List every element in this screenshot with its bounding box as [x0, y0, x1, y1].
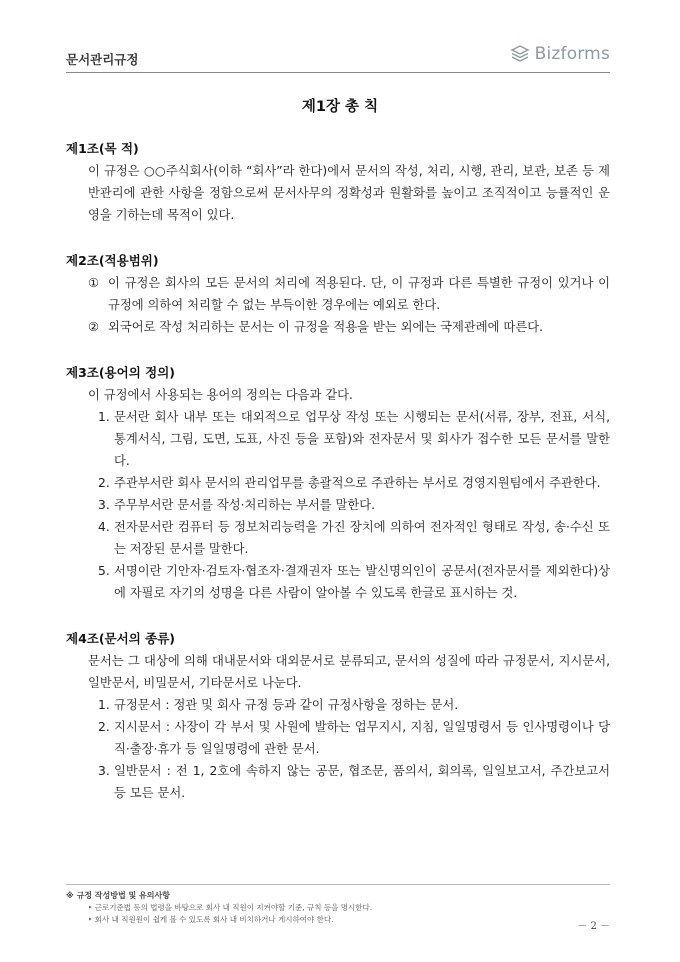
- article-title: 제4조(문서의 종류): [66, 631, 176, 646]
- list-marker: ②: [88, 320, 100, 334]
- footer-note-title: ※ 규정 작성방법 및 유의사항: [66, 891, 170, 900]
- article-title: 제3조(용어의 정의): [66, 365, 176, 380]
- list-item-text: 일반문서 : 전 1, 2호에 속하지 않는 공문, 협조문, 품의서, 회의록, 일일보고서, 주간보고서 등 모든 문서.: [114, 764, 610, 800]
- list-marker: 1.: [98, 698, 110, 712]
- list-item: [66, 694, 610, 716]
- footer-note: ‣ 근로기준법 등의 법령을 바탕으로 회사 내 직원이 지켜야할 기준, 규칙 등을 명시한다.: [88, 903, 373, 912]
- chapter-title: 제1장 총 칙: [301, 99, 379, 115]
- list-marker: 2.: [98, 476, 110, 490]
- list-marker: 1.: [98, 410, 110, 424]
- article-intro: 이 규정에서 사용되는 용어의 정의는 다음과 같다.: [88, 388, 353, 402]
- list-item: [66, 716, 610, 760]
- list-item: [66, 406, 610, 472]
- list-item-text: 외국어로 작성 처리하는 문서는 이 규정을 적용을 받는 외에는 국제관례에 따른다.: [108, 320, 543, 334]
- list-marker: 5.: [98, 564, 110, 578]
- list-marker: 3.: [98, 498, 110, 512]
- list-item: [66, 760, 610, 804]
- page-footer: [66, 884, 610, 926]
- list-item-text: 지시문서 : 사장이 각 부서 및 사원에 발하는 업무지시, 지침, 일일명령서 등 인사명령이나 당직·출장·휴가 등 일일명령에 관한 문서.: [114, 720, 610, 756]
- page-number: － 2 －: [577, 921, 610, 932]
- brand-name: Bizforms: [534, 44, 610, 64]
- list-marker: ①: [88, 276, 100, 290]
- document-body: [66, 138, 610, 804]
- article-intro: 문서는 그 대상에 의해 대내문서와 대외문서로 분류되고, 문서의 성질에 따라 규정문서, 지시문서, 일반문서, 비밀문서, 기타문서로 나눈다.: [88, 654, 610, 690]
- list-item-text: 주관부서란 회사 문서의 관리업무를 총괄적으로 주관하는 부서로 경영지원팀에서 주관한다.: [114, 476, 601, 490]
- list-item: [66, 560, 610, 604]
- list-item: [66, 316, 610, 338]
- list-item: [66, 272, 610, 316]
- list-item-text: 규정문서 : 정관 및 회사 규정 등과 같이 규정사항을 정하는 문서.: [114, 698, 459, 712]
- list-marker: 2.: [98, 720, 110, 734]
- document-label: 문서관리규정: [66, 52, 139, 67]
- article-paragraph: 이 규정은 ○○주식회사(이하 “회사”라 한다)에서 문서의 작성, 처리, 시행, 관리, 보관, 보존 등 제반관리에 관한 사항을 정함으로써 문서사무의 정확성과 원활화를 높이고 조직적이고 능률적인 운영을 기하는데 목적이 있다.: [88, 164, 610, 222]
- article-title: 제1조(목 적): [66, 141, 139, 156]
- list-item-text: 주무부서란 문서를 작성·처리하는 부서를 말한다.: [114, 498, 376, 512]
- list-marker: 4.: [98, 520, 110, 534]
- list-item-text: 이 규정은 회사의 모든 문서의 처리에 적용된다. 단, 이 규정과 다른 특별한 규정이 있거나 이 규정에 의하여 처리할 수 없는 부득이한 경우에는 예외로 한다.: [108, 276, 610, 312]
- list-item-text: 서명이란 기안자·검토자·협조자·결재권자 또는 발신명의인이 공문서(전자문서를 제외한다)상에 자필로 자기의 성명을 다른 사람이 알아볼 수 있도록 한글로 표시하는 것.: [114, 564, 610, 600]
- list-item: [66, 516, 610, 560]
- footer-note: ‣ 회사 내 직원원이 쉽게 볼 수 있도록 회사 내 비치하거나 게시하여야 한다.: [88, 915, 334, 924]
- list-item-text: 전자문서란 컴퓨터 등 정보처리능력을 가진 장치에 의하여 전자적인 형태로 작성, 송·수신 또는 저장된 문서를 말한다.: [114, 520, 610, 556]
- article-title: 제2조(적용범위): [66, 253, 159, 268]
- list-item: [66, 494, 610, 516]
- brand-logo: [510, 44, 610, 64]
- stacked-layers-icon: [510, 44, 530, 64]
- list-item-text: 문서란 회사 내부 또는 대외적으로 업무상 작성 또는 시행되는 문서(서류, 장부, 전표, 서식, 통계서식, 그림, 도면, 도표, 사진 등을 포함)와 전자문서 및 회사가 접수한 모든 문서를 말한다.: [114, 410, 610, 468]
- list-item: [66, 472, 610, 494]
- page-header: [66, 44, 610, 73]
- list-marker: 3.: [98, 764, 110, 778]
